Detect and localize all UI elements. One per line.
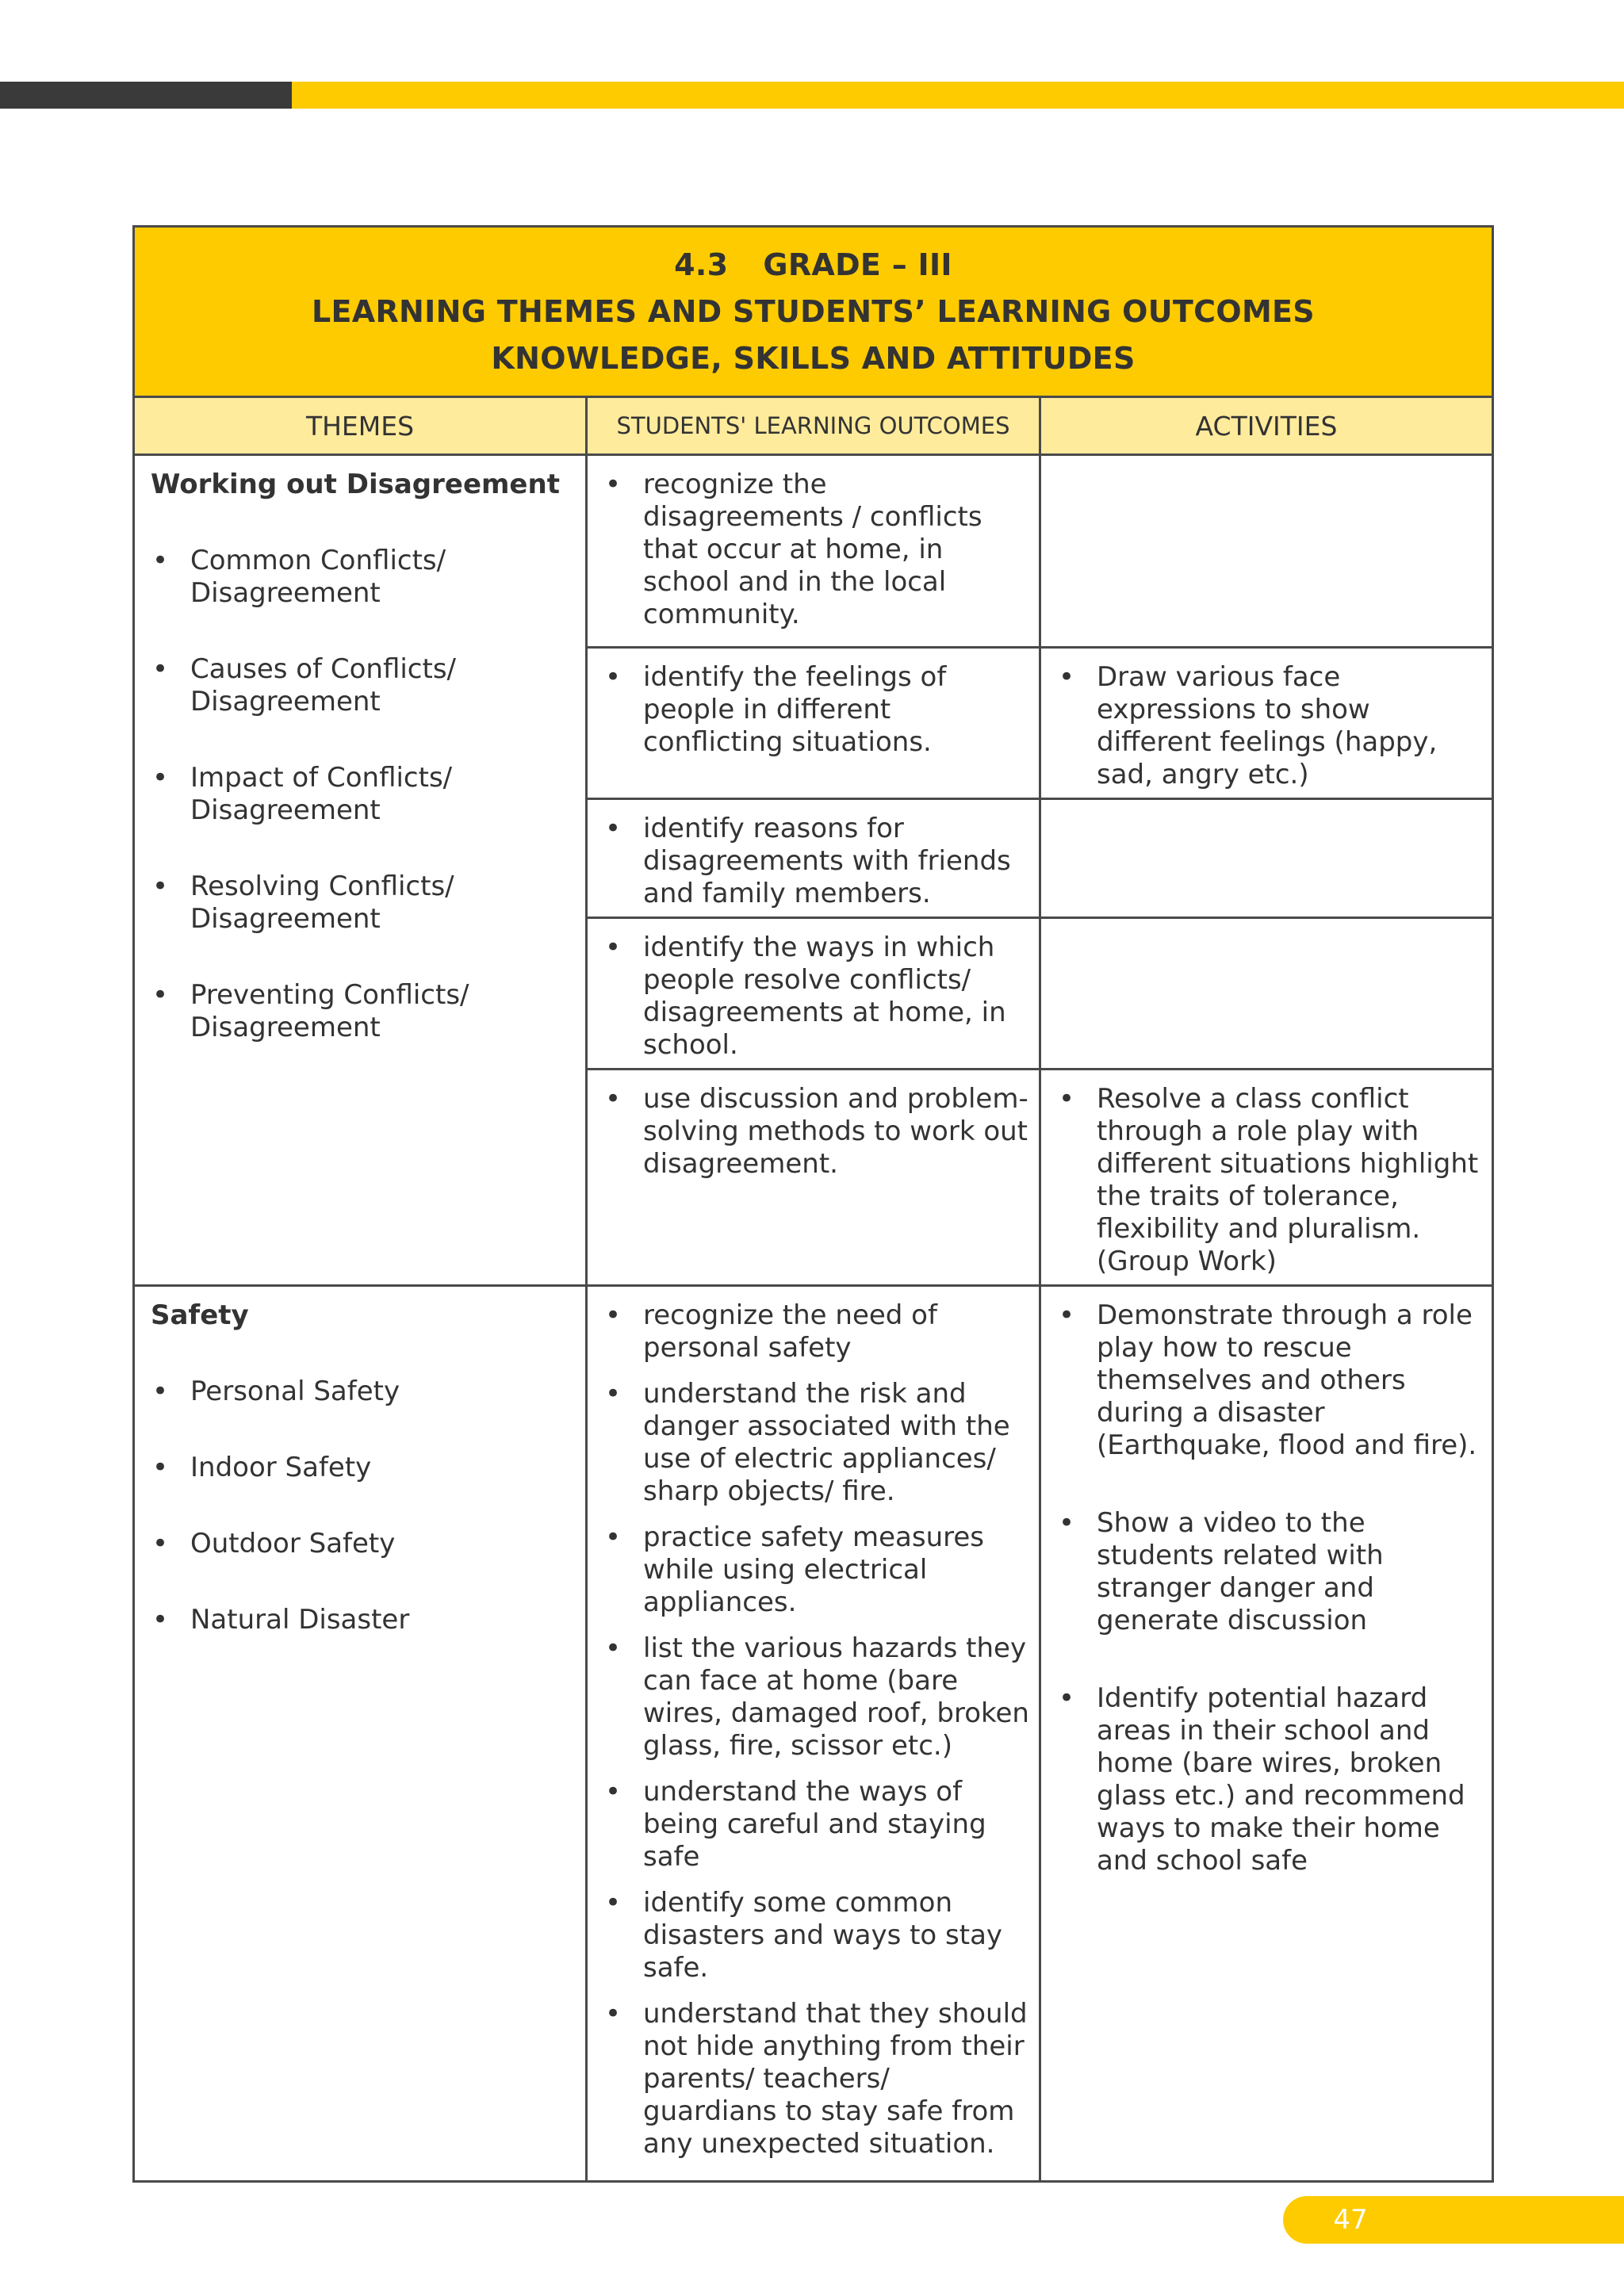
list-item: • list the various hazards they can face at home (bare wires, damaged roof, broken glass, fire, scissor etc.): [603, 1632, 1031, 1762]
activity-cell: [1040, 1070, 1493, 1286]
activity-cell: [1040, 1286, 1493, 2182]
list-item: • Resolving Conflicts/ Disagreement: [151, 871, 577, 936]
activity-cell: [1040, 648, 1493, 799]
list-item: • identify some common disasters and ways to stay safe.: [603, 1887, 1031, 1984]
list-item: • Impact of Conflicts/ Disagreement: [151, 762, 577, 827]
list-item: • understand the risk and danger associated with the use of electric appliances/ sharp objects/ fire.: [603, 1378, 1031, 1508]
section-number: 4.3: [674, 247, 729, 282]
outcome-cell: [587, 648, 1040, 799]
list-item: • use discussion and problem-solving methods to work out disagreement.: [603, 1083, 1031, 1181]
list-item: • Outdoor Safety: [151, 1528, 577, 1560]
outcome-cell: [587, 1286, 1040, 2182]
outcome-list: [603, 1299, 1031, 2160]
header-bar-dark: [0, 82, 292, 109]
list-item: • Causes of Conflicts/ Disagreement: [151, 653, 577, 718]
list-item: • Resolve a class conflict through a role play with different situations highlight the traits of tolerance, flexibility and pluralism. (Group Work): [1057, 1083, 1484, 1278]
list-item: • Common Conflicts/ Disagreement: [151, 545, 577, 610]
theme-title: Working out Disagreement: [151, 469, 560, 500]
grade-label: GRADE – III: [763, 247, 952, 282]
curriculum-table: [132, 225, 1494, 2183]
themes-cell-disagreement: [134, 455, 587, 1286]
column-header-activities: ACTIVITIES: [1040, 397, 1493, 455]
outcome-cell: [587, 799, 1040, 918]
list-item: • Demonstrate through a role play how to rescue themselves and others during a disaster (Earthquake, flood and fire).: [1057, 1299, 1484, 1462]
table-title: [134, 227, 1493, 397]
page-number-tab: [1283, 2196, 1624, 2244]
list-item: • identify reasons for disagreements with friends and family members.: [603, 813, 1031, 910]
table-subtitle: LEARNING THEMES AND STUDENTS’ LEARNING OUTCOMES: [312, 293, 1315, 329]
column-header-row: [134, 397, 1493, 455]
theme-title: Safety: [151, 1299, 249, 1331]
list-item: • practice safety measures while using electrical appliances.: [603, 1521, 1031, 1619]
list-item: • Draw various face expressions to show different feelings (happy, sad, angry etc.): [1057, 661, 1484, 791]
column-header-themes: THEMES: [134, 397, 587, 455]
list-item: • Preventing Conflicts/ Disagreement: [151, 979, 577, 1044]
list-item: • Identify potential hazard areas in their school and home (bare wires, broken glass etc.) and recommend ways to make their home and school safe: [1057, 1682, 1484, 1877]
list-item: • Show a video to the students related with stranger danger and generate discussion: [1057, 1507, 1484, 1637]
activity-cell: [1040, 799, 1493, 918]
list-item: • identify the feelings of people in different conflicting situations.: [603, 661, 1031, 759]
list-item: • understand the ways of being careful and staying safe: [603, 1776, 1031, 1873]
table-subtitle-2: KNOWLEDGE, SKILLS AND ATTITUDES: [491, 340, 1136, 376]
theme-list: [151, 545, 577, 1044]
list-item: • recognize the need of personal safety: [603, 1299, 1031, 1364]
page-number: 47: [1333, 2204, 1368, 2236]
activity-cell: [1040, 918, 1493, 1070]
list-item: • Natural Disaster: [151, 1604, 577, 1636]
outcome-cell: [587, 918, 1040, 1070]
themes-cell-safety: [134, 1286, 587, 2182]
table-row: [134, 455, 1493, 648]
list-item: • identify the ways in which people resolve conflicts/ disagreements at home, in school.: [603, 932, 1031, 1062]
theme-list: [151, 1376, 577, 1636]
list-item: • Personal Safety: [151, 1376, 577, 1408]
activity-list: [1057, 1299, 1484, 1877]
outcome-cell: [587, 1070, 1040, 1286]
list-item: • understand that they should not hide anything from their parents/ teachers/ guardians to stay safe from any unexpected situation.: [603, 1998, 1031, 2160]
header-bar-yellow: [292, 82, 1624, 109]
activity-cell: [1040, 455, 1493, 648]
grade-heading: [135, 242, 1492, 289]
table-title-row: [134, 227, 1493, 397]
list-item: • recognize the disagreements / conflicts that occur at home, in school and in the local community.: [603, 469, 1031, 631]
list-item: • Indoor Safety: [151, 1452, 577, 1484]
outcome-cell: [587, 455, 1040, 648]
table-row: [134, 1286, 1493, 2182]
column-header-outcomes: STUDENTS' LEARNING OUTCOMES: [587, 397, 1040, 455]
